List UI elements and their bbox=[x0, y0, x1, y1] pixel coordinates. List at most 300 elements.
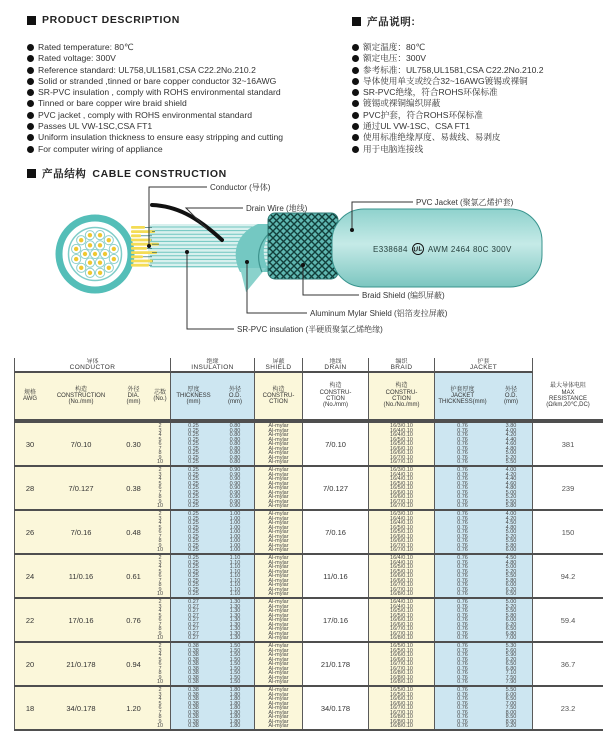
stack-value: 0.76 bbox=[457, 635, 468, 641]
stack-value: 5.00 bbox=[505, 599, 517, 605]
stack-value: 16/8/0.10 bbox=[390, 635, 413, 641]
stack-value: 5.80 bbox=[505, 503, 517, 509]
bullet-icon bbox=[27, 67, 34, 74]
stack-value: 6.50 bbox=[505, 591, 517, 597]
stack-value: 0.38 bbox=[188, 723, 199, 729]
dia-cell bbox=[117, 643, 150, 685]
shield-cell bbox=[255, 643, 303, 685]
stack-value: 0.76 bbox=[457, 591, 468, 597]
stack-value: 1.80 bbox=[229, 714, 241, 721]
cell-value: 24 bbox=[25, 571, 35, 581]
stack-value: 16/3/0.10 bbox=[390, 423, 413, 429]
stack-value: 0.25 bbox=[188, 577, 199, 584]
stack-value: Al-mylar bbox=[268, 635, 289, 641]
stack-value: 4.80 bbox=[505, 445, 517, 452]
stack-value: Al-mylar bbox=[268, 498, 289, 505]
stack-value: 0.76 bbox=[457, 503, 468, 509]
jacket-print-spec: AWM 2464 80C 300V bbox=[427, 244, 512, 254]
stack-value: 0.25 bbox=[188, 564, 199, 571]
cell-value: 1.20 bbox=[126, 703, 141, 713]
stack-value: 0.38 bbox=[188, 665, 199, 672]
stack-value: Al-mylar bbox=[268, 687, 289, 693]
stack-value: Al-mylar bbox=[268, 573, 289, 580]
cell-value: 34/0.178 bbox=[320, 703, 351, 713]
stack-value: 0.25 bbox=[188, 498, 199, 505]
bullet-icon bbox=[27, 123, 34, 130]
bullet-icon bbox=[27, 78, 34, 85]
list-item-text: Tinned or bare copper wire braid shield bbox=[38, 98, 187, 109]
stack-value: 1.10 bbox=[229, 582, 241, 589]
stack-value: 8 bbox=[158, 494, 162, 501]
stack-value: 6.00 bbox=[505, 617, 517, 624]
ins_od-cell bbox=[216, 643, 255, 685]
column-header-line: THICKNESS(mm) bbox=[438, 399, 487, 406]
stack-value: 0.25 bbox=[188, 454, 199, 461]
stack-value: 5 bbox=[158, 568, 162, 575]
stack-value: 6 bbox=[158, 485, 162, 492]
table-row bbox=[14, 641, 603, 685]
braid-cell bbox=[369, 467, 435, 509]
construction-cell bbox=[45, 687, 117, 729]
list-item bbox=[27, 98, 283, 109]
cores-cell bbox=[150, 467, 171, 509]
stack-value: 0.25 bbox=[188, 445, 199, 452]
stack-value: Al-mylar bbox=[268, 591, 289, 597]
stack-value: 0.76 bbox=[457, 630, 468, 637]
stack-value: 0.76 bbox=[457, 445, 468, 452]
stack-value: 3 bbox=[158, 471, 162, 478]
stack-value: 5.50 bbox=[505, 459, 517, 465]
list-item-text: PVC jacket , comply with ROHS environmental standard bbox=[38, 109, 252, 120]
stack-value: 16/4/0.10 bbox=[390, 471, 413, 478]
stack-value: 16/5/0.10 bbox=[390, 612, 413, 619]
drain-cell bbox=[303, 599, 369, 641]
group-header-en: BRAID bbox=[390, 363, 413, 371]
jacket_od-cell bbox=[490, 467, 533, 509]
stack-value: 1.10 bbox=[229, 586, 241, 593]
stack-value: 0.27 bbox=[188, 608, 199, 615]
stack-value: Al-mylar bbox=[268, 723, 289, 729]
stack-value: 4.20 bbox=[505, 471, 517, 478]
stack-value: 0.76 bbox=[457, 582, 468, 589]
cell-value: 7/0.16 bbox=[325, 527, 346, 537]
table-row bbox=[14, 597, 603, 641]
column-header-line: 外径 bbox=[228, 386, 241, 393]
construction-cell bbox=[45, 643, 117, 685]
column-header-line: CTION bbox=[392, 396, 411, 402]
stack-value: 5 bbox=[158, 612, 162, 619]
label-aluminum-mylar: Aluminum Mylar Shield (铝箔麦拉屏蔽) bbox=[310, 309, 448, 318]
cell-value: 23.2 bbox=[560, 703, 576, 713]
column-header-line: (No.) bbox=[153, 396, 167, 402]
stack-value: Al-mylar bbox=[268, 582, 289, 589]
stack-value: 16/7/0.10 bbox=[390, 626, 413, 633]
stack-value: 16/3/0.10 bbox=[390, 467, 413, 473]
bullet-icon bbox=[352, 89, 359, 96]
group-header-zh: 屏蔽 bbox=[272, 358, 285, 365]
list-item bbox=[27, 76, 283, 87]
stack-value: 16/6/0.10 bbox=[390, 494, 413, 501]
stack-value: 0.38 bbox=[188, 679, 199, 685]
stack-value: 6 bbox=[158, 573, 162, 580]
cell-value: 22 bbox=[25, 615, 35, 625]
column-header-line: MAX bbox=[561, 389, 575, 396]
stack-value: 5.50 bbox=[505, 608, 517, 615]
stack-value: 7.00 bbox=[505, 635, 517, 641]
cell-value: 30 bbox=[25, 439, 35, 449]
stack-value: 16/7/0.10 bbox=[390, 547, 413, 553]
stack-value: 0.25 bbox=[188, 559, 199, 566]
stack-value: 4.40 bbox=[505, 476, 517, 483]
cores-cell bbox=[150, 555, 171, 597]
stack-value: 1.00 bbox=[229, 515, 241, 522]
drain-cell bbox=[303, 643, 369, 685]
stack-value: 16/7/0.10 bbox=[390, 665, 413, 672]
table-row bbox=[14, 421, 603, 465]
stack-value: 5 bbox=[158, 480, 162, 487]
group-header-cell bbox=[303, 358, 369, 373]
list-item-text: SR-PVC insulation , comply with ROHS environmental standard bbox=[38, 87, 281, 98]
table-subheader-row bbox=[14, 373, 603, 421]
stack-value: 16/7/0.10 bbox=[390, 503, 413, 509]
stack-value: 9 bbox=[158, 718, 162, 725]
awg-cell bbox=[14, 687, 45, 729]
stack-value: 16/7/0.10 bbox=[390, 454, 413, 461]
stack-value: 4.50 bbox=[505, 555, 517, 561]
column-header-line: (mm) bbox=[504, 399, 518, 406]
stack-value: 2 bbox=[158, 643, 162, 649]
cores-cell bbox=[150, 599, 171, 641]
stack-value: Al-mylar bbox=[268, 718, 289, 725]
stack-value: 4.80 bbox=[505, 524, 517, 531]
stack-value: 4.60 bbox=[505, 480, 517, 487]
stack-value: 0.27 bbox=[188, 603, 199, 610]
stack-value: 0.76 bbox=[457, 723, 468, 729]
list-item bbox=[27, 65, 283, 76]
cell-value: 21/0.178 bbox=[66, 659, 96, 669]
stack-value: 3.80 bbox=[505, 423, 517, 429]
column-header-cell bbox=[117, 373, 150, 419]
stack-value: 5.20 bbox=[505, 603, 517, 610]
stack-value: 1.30 bbox=[229, 612, 241, 619]
column-header-line: THICKNESS bbox=[176, 392, 211, 399]
section-marker-icon bbox=[352, 17, 361, 26]
stack-value: 3 bbox=[158, 647, 162, 654]
stack-value: Al-mylar bbox=[268, 617, 289, 624]
braid-cell bbox=[369, 423, 435, 465]
bullet-icon bbox=[27, 112, 34, 119]
cell-value: 7/0.10 bbox=[70, 439, 92, 449]
stack-value: 1.10 bbox=[229, 559, 241, 566]
cell-value: 0.76 bbox=[126, 615, 141, 625]
stack-value: 4.20 bbox=[505, 515, 517, 522]
stack-value: 0.76 bbox=[457, 454, 468, 461]
stack-value: 16/6/0.10 bbox=[390, 489, 413, 496]
stack-value: 7.50 bbox=[505, 705, 517, 712]
stack-value: 0.76 bbox=[457, 670, 468, 677]
cell-value: 381 bbox=[561, 439, 575, 449]
column-header-cell bbox=[303, 373, 369, 419]
column-header-line: 构造 bbox=[395, 383, 408, 390]
cell-value: 21/0.178 bbox=[320, 659, 351, 669]
stack-value: 0.38 bbox=[188, 647, 199, 654]
stack-value: Al-mylar bbox=[268, 577, 289, 584]
group-header-cell bbox=[369, 358, 435, 373]
stack-value: 16/5/0.10 bbox=[390, 608, 413, 615]
stack-value: 6.20 bbox=[505, 656, 517, 663]
group-header-cell bbox=[435, 358, 533, 373]
stack-value: 16/7/0.10 bbox=[390, 586, 413, 593]
cell-value: 59.4 bbox=[560, 615, 576, 625]
column-header-line: 厚度 bbox=[187, 386, 200, 393]
stack-value: 0.80 bbox=[229, 423, 241, 429]
stack-value: 5.00 bbox=[505, 489, 517, 496]
stack-value: Al-mylar bbox=[268, 555, 289, 561]
bullet-list-english bbox=[27, 42, 283, 155]
label-drain-wire: Drain Wire (地线) bbox=[246, 204, 308, 213]
stack-value: 16/6/0.10 bbox=[390, 621, 413, 628]
stack-value: 0.76 bbox=[457, 555, 468, 561]
stack-value: 0.76 bbox=[457, 714, 468, 721]
list-item-text: Rated temperature: 80℃ bbox=[38, 42, 134, 52]
list-item-text: 导体使用单支或绞合32~16AWG镀锡或裸铜 bbox=[363, 75, 528, 86]
braid-cell bbox=[369, 599, 435, 641]
table-row bbox=[14, 685, 603, 731]
stack-value: 16/8/0.10 bbox=[390, 591, 413, 597]
stack-value: 1.00 bbox=[229, 538, 241, 545]
stack-value: 5.20 bbox=[505, 568, 517, 575]
stack-value: 0.76 bbox=[457, 533, 468, 540]
construction-cell bbox=[45, 555, 117, 597]
column-header-line: (mm) bbox=[126, 399, 141, 406]
stack-value: 16/4/0.10 bbox=[390, 603, 413, 610]
list-item-text: 额定温度：80℃ bbox=[363, 42, 426, 52]
cell-value: 17/0.16 bbox=[68, 615, 94, 625]
stack-value: 16/8/0.10 bbox=[390, 718, 413, 725]
stack-value: 16/4/0.10 bbox=[390, 599, 413, 605]
resistance-cell bbox=[533, 555, 603, 597]
drain-cell bbox=[303, 511, 369, 553]
resistance-cell bbox=[533, 687, 603, 729]
stack-value: 1.50 bbox=[229, 643, 241, 649]
braid-cell bbox=[369, 511, 435, 553]
stack-value: 0.76 bbox=[457, 661, 468, 668]
table-row bbox=[14, 465, 603, 509]
drain-cell bbox=[303, 555, 369, 597]
group-header-zh: 绝缘 bbox=[206, 358, 219, 365]
stack-value: 16/5/0.10 bbox=[390, 564, 413, 571]
stack-value: 5 bbox=[158, 700, 162, 707]
jacket_od-cell bbox=[490, 599, 533, 641]
list-item bbox=[27, 110, 283, 121]
stack-value: 3 bbox=[158, 603, 162, 610]
list-item-text: For computer wiring of appliance bbox=[38, 143, 163, 154]
stack-value: 1.10 bbox=[229, 573, 241, 580]
stack-value: Al-mylar bbox=[268, 489, 289, 496]
stack-value: 8 bbox=[158, 670, 162, 677]
stack-value: Al-mylar bbox=[268, 454, 289, 461]
cores-cell bbox=[150, 643, 171, 685]
column-header-cell bbox=[255, 373, 303, 419]
jacket_od-cell bbox=[490, 511, 533, 553]
stack-value: 8.50 bbox=[505, 714, 517, 721]
stack-value: 0.25 bbox=[188, 520, 199, 527]
stack-value: 16/5/0.10 bbox=[390, 441, 413, 448]
braid-cell bbox=[369, 643, 435, 685]
bullet-icon bbox=[27, 89, 34, 96]
stack-value: 1.10 bbox=[229, 568, 241, 575]
stack-value: 1.50 bbox=[229, 665, 241, 672]
bullet-icon bbox=[27, 146, 34, 153]
stack-value: 16/8/0.10 bbox=[390, 714, 413, 721]
bullet-icon bbox=[352, 112, 359, 119]
ins_od-cell bbox=[216, 511, 255, 553]
stack-value: 16/8/0.10 bbox=[390, 670, 413, 677]
stack-value: 0.25 bbox=[188, 441, 199, 448]
stack-value: 1.10 bbox=[229, 591, 241, 597]
ins_od-cell bbox=[216, 467, 255, 509]
list-item bbox=[352, 132, 544, 143]
stack-value: 0.80 bbox=[229, 450, 241, 457]
list-item-text: SR-PVC绝缘，符合ROHS环保标准 bbox=[363, 87, 498, 98]
stack-value: 0.76 bbox=[457, 603, 468, 610]
list-item bbox=[352, 110, 544, 121]
list-item-text: 通过UL VW-1SC、CSA FT1 bbox=[363, 121, 470, 132]
stack-value: 4.60 bbox=[505, 441, 517, 448]
stack-value: 0.25 bbox=[188, 591, 199, 597]
awg-cell bbox=[14, 555, 45, 597]
stack-value: 0.76 bbox=[457, 467, 468, 473]
stack-value: Al-mylar bbox=[268, 709, 289, 716]
stack-value: 16/3/0.10 bbox=[390, 511, 413, 517]
stack-value: Al-mylar bbox=[268, 471, 289, 478]
stack-value: 6.50 bbox=[505, 661, 517, 668]
stack-value: Al-mylar bbox=[268, 656, 289, 663]
stack-value: Al-mylar bbox=[268, 515, 289, 522]
stack-value: 0.76 bbox=[457, 529, 468, 536]
stack-value: 0.80 bbox=[229, 445, 241, 452]
resistance-cell bbox=[533, 599, 603, 641]
group-header-spacer bbox=[533, 358, 603, 373]
column-header-line: (No./No./mm) bbox=[383, 402, 420, 409]
bullet-icon bbox=[27, 100, 34, 107]
stack-value: 0.25 bbox=[188, 538, 199, 545]
stack-value: 0.25 bbox=[188, 515, 199, 522]
stack-value: 0.76 bbox=[457, 423, 468, 429]
stack-value: Al-mylar bbox=[268, 608, 289, 615]
stack-value: 5.50 bbox=[505, 687, 517, 693]
jacket-print-cert: E338684 bbox=[373, 244, 408, 254]
stack-value: 16/6/0.10 bbox=[390, 450, 413, 457]
stack-value: 0.76 bbox=[457, 652, 468, 659]
stack-value: 0.80 bbox=[229, 459, 241, 465]
stack-value: 6 bbox=[158, 617, 162, 624]
stack-value: 0.76 bbox=[457, 542, 468, 549]
stack-value: 0.76 bbox=[457, 621, 468, 628]
group-header-zh: 地线 bbox=[329, 358, 342, 365]
shield-cell bbox=[255, 687, 303, 729]
cell-value: 7/0.127 bbox=[68, 483, 94, 493]
bullet-icon bbox=[352, 44, 359, 51]
stack-value: 0.25 bbox=[188, 586, 199, 593]
stack-value: Al-mylar bbox=[268, 559, 289, 566]
stack-value: 0.76 bbox=[457, 436, 468, 443]
stack-value: 0.38 bbox=[188, 674, 199, 681]
drain-cell bbox=[303, 687, 369, 729]
stack-value: 6.80 bbox=[505, 665, 517, 672]
section-cable-construction bbox=[27, 166, 227, 181]
group-header-cell bbox=[255, 358, 303, 373]
section-marker-icon bbox=[27, 169, 36, 178]
stack-value: 9 bbox=[158, 630, 162, 637]
stack-value: 16/7/0.10 bbox=[390, 459, 413, 465]
column-header-line: (mm) bbox=[228, 399, 242, 406]
stack-value: 0.25 bbox=[188, 450, 199, 457]
column-header-cell bbox=[14, 373, 45, 419]
stack-value: Al-mylar bbox=[268, 670, 289, 677]
stack-value: 1.00 bbox=[229, 520, 241, 527]
stack-value: 3 bbox=[158, 559, 162, 566]
stack-value: 1.80 bbox=[229, 723, 241, 729]
stack-value: 9 bbox=[158, 674, 162, 681]
stack-value: 16/5/0.10 bbox=[390, 485, 413, 492]
stack-value: Al-mylar bbox=[268, 679, 289, 685]
cores-cell bbox=[150, 423, 171, 465]
cell-value: 0.94 bbox=[126, 659, 141, 669]
stack-value: 7 bbox=[158, 489, 162, 496]
stack-value: Al-mylar bbox=[268, 603, 289, 610]
stack-value: 4.00 bbox=[505, 467, 517, 473]
stack-value: Al-mylar bbox=[268, 436, 289, 443]
stack-value: 1.50 bbox=[229, 679, 241, 685]
stack-value: Al-mylar bbox=[268, 643, 289, 649]
stack-value: 0.90 bbox=[229, 489, 241, 496]
stack-value: 9 bbox=[158, 586, 162, 593]
stack-value: Al-mylar bbox=[268, 700, 289, 707]
cell-value: 11/0.16 bbox=[68, 571, 94, 581]
cell-value: 26 bbox=[25, 527, 35, 537]
column-header-line: (No./mm) bbox=[323, 402, 348, 409]
ins_thk-cell bbox=[171, 599, 216, 641]
stack-value: 4 bbox=[158, 520, 162, 527]
stack-value: 6 bbox=[158, 661, 162, 668]
stack-value: Al-mylar bbox=[268, 445, 289, 452]
stack-value: 9 bbox=[158, 498, 162, 505]
column-header-line: CONSTRU- bbox=[385, 389, 418, 396]
stack-value: 6.20 bbox=[505, 586, 517, 593]
bullet-icon bbox=[352, 67, 359, 74]
jacket_od-cell bbox=[490, 423, 533, 465]
stack-value: 0.76 bbox=[457, 674, 468, 681]
stack-value: 16/7/0.10 bbox=[390, 709, 413, 716]
stack-value: 16/8/0.10 bbox=[390, 679, 413, 685]
dia-cell bbox=[117, 687, 150, 729]
cell-value: 0.61 bbox=[126, 571, 141, 581]
stack-value: 5 bbox=[158, 436, 162, 443]
stack-value: 16/5/0.10 bbox=[390, 436, 413, 443]
label-braid-shield: Braid Shield (编织屏蔽) bbox=[362, 291, 445, 300]
stack-value: 0.76 bbox=[457, 547, 468, 553]
stack-value: Al-mylar bbox=[268, 621, 289, 628]
cores-cell bbox=[150, 687, 171, 729]
jacket_thk-cell bbox=[435, 599, 490, 641]
column-header-line: 芯数 bbox=[153, 389, 166, 396]
section-title-zh: 产品结构 bbox=[42, 168, 87, 180]
bullet-icon bbox=[27, 55, 34, 62]
stack-value: 5.20 bbox=[505, 454, 517, 461]
section-product-notes bbox=[352, 14, 416, 29]
stack-value: 5.80 bbox=[505, 577, 517, 584]
